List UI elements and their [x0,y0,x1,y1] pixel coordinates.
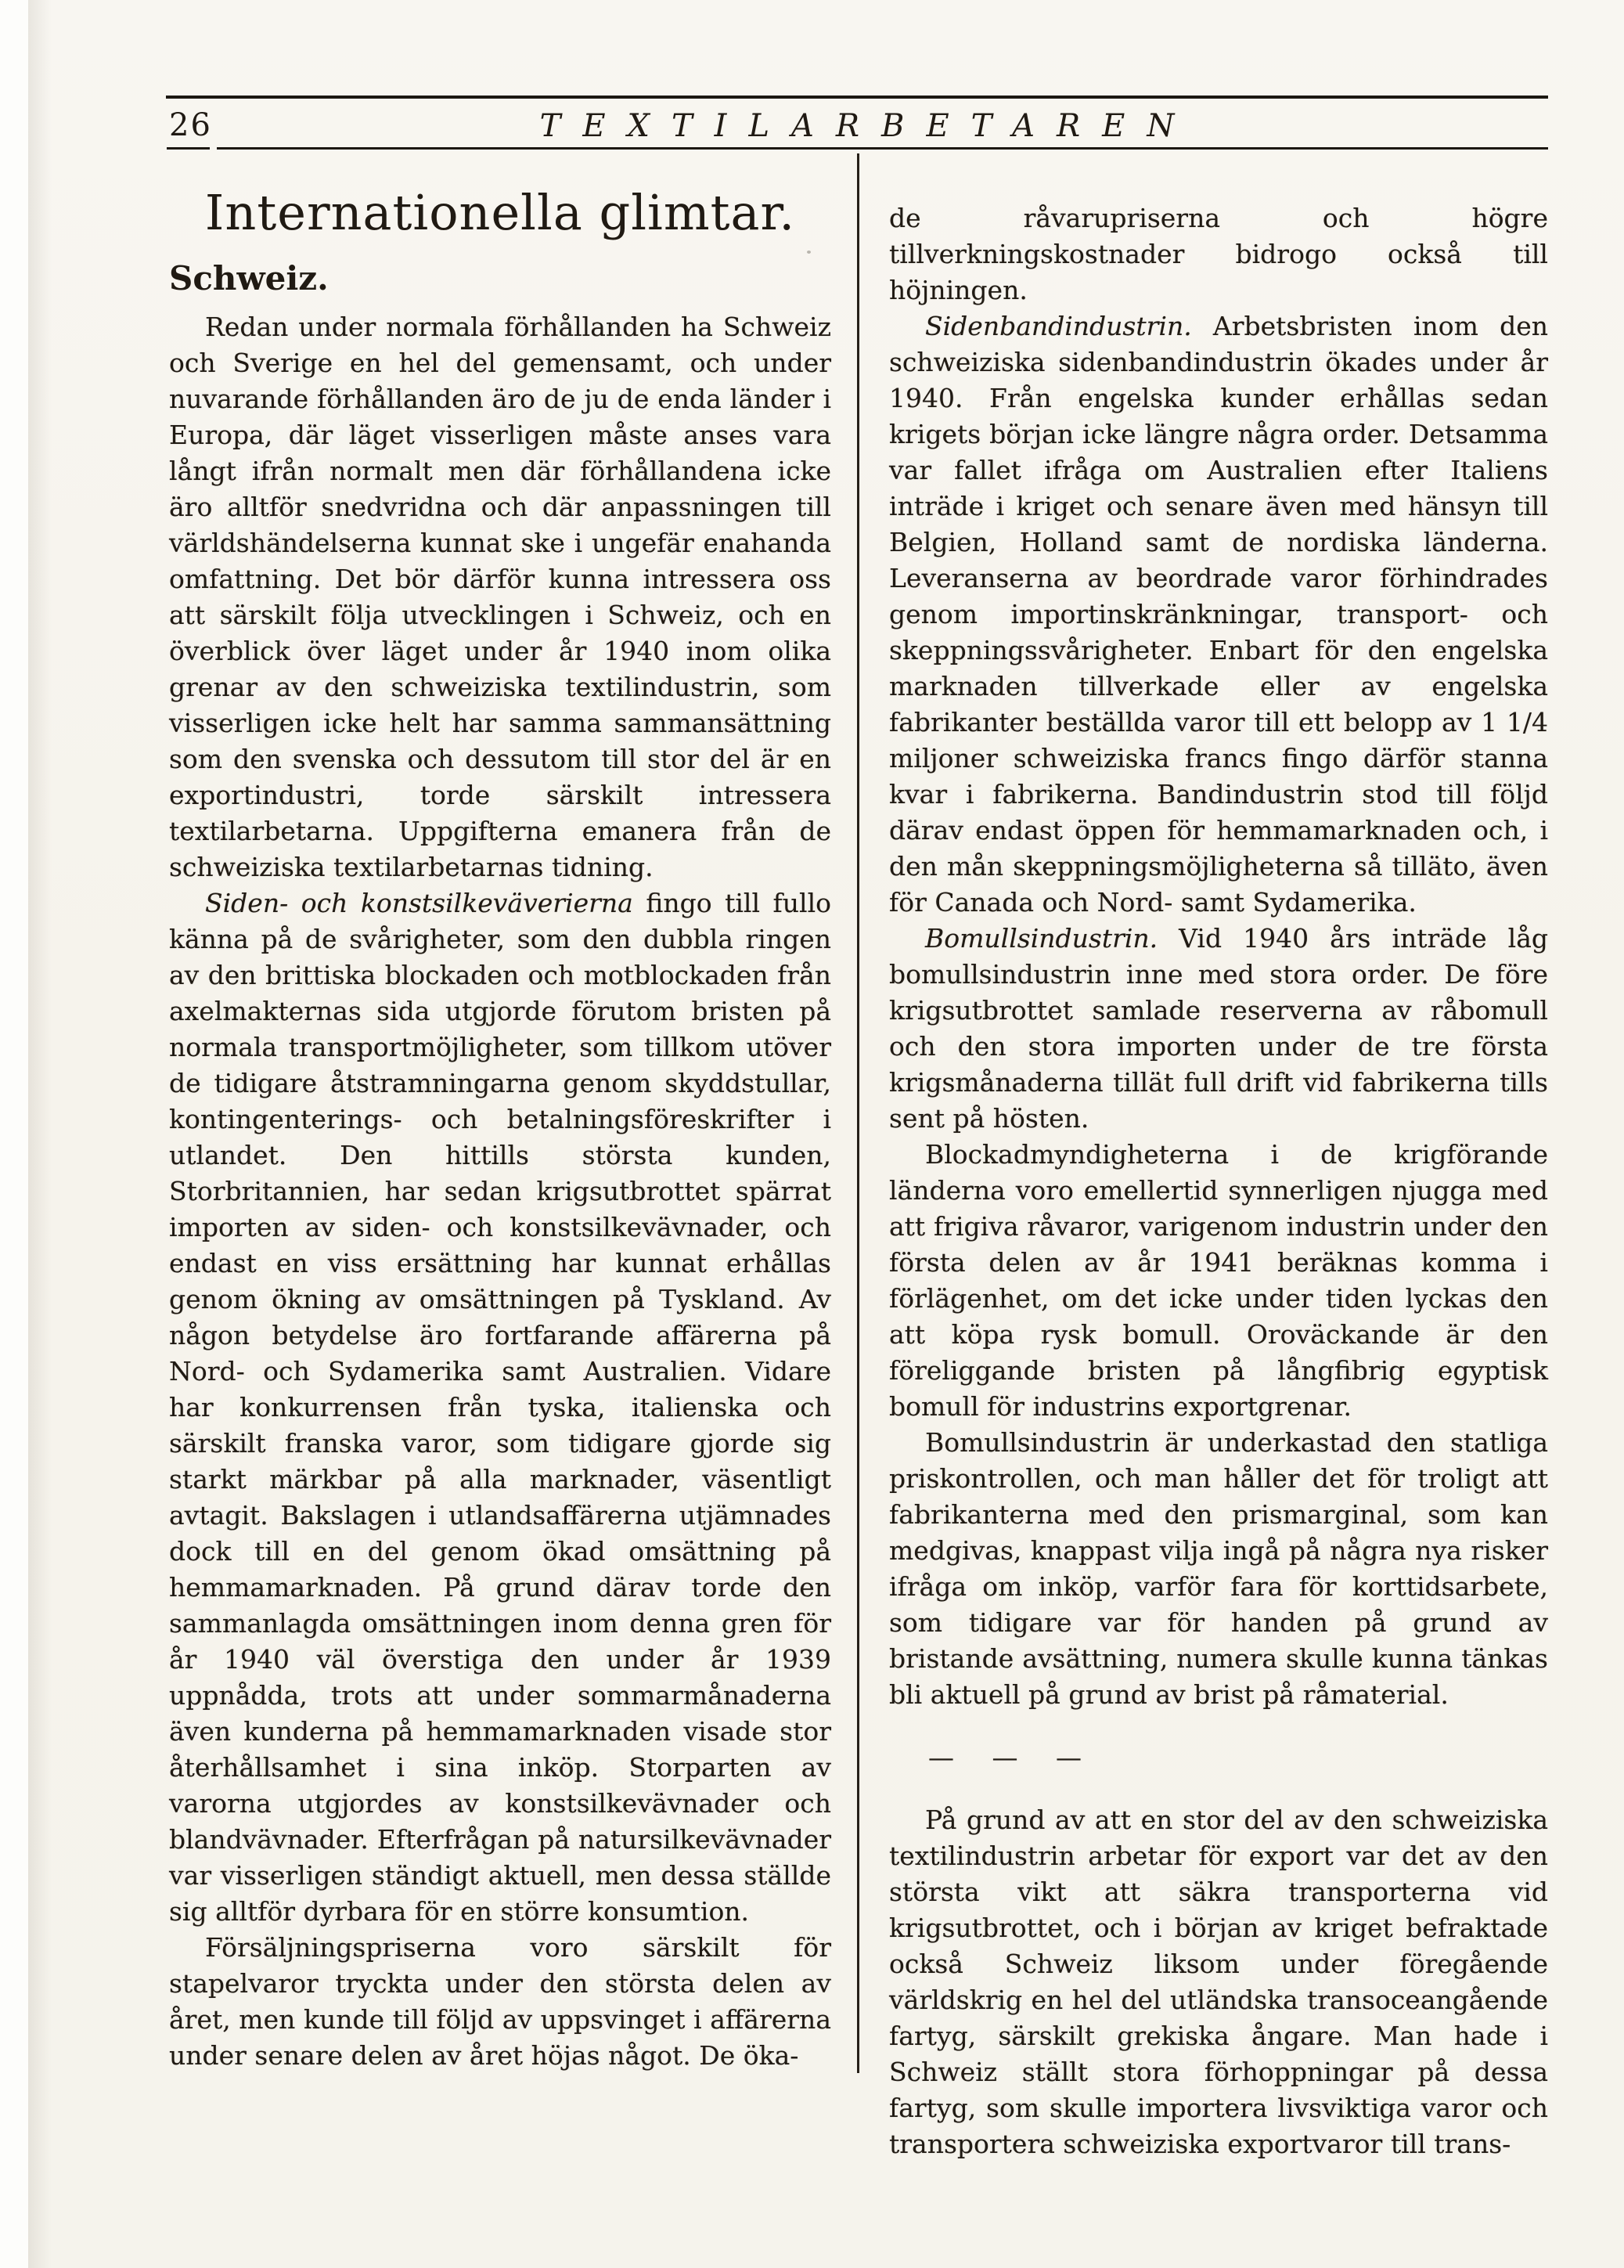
paragraph-lead-italic: Bomullsindustrin. [925,923,1158,954]
paragraph-text: På grund av att en stor del av den schweiziska textilindustrin arbetar för export var det av den största vikt att säkra transporterna vid krigsutbrottet, och i början av kriget befraktade också Schweiz liksom under föregående världskrig en hel del utländska transoceangående fartyg, särskilt grekiska ångare. Man hade i Schweiz ställt stora förhoppningar på dessa fartyg, som skulle importera livsviktiga varor och transportera schweiziska exportvaror till trans- [889,1805,1548,2159]
paragraph-text: Redan under normala förhållanden ha Schweiz och Sverige en hel del gemensamt, och under nuvarande förhållanden äro de ju de enda länder i Europa, där läget visserligen måste anses vara långt ifrån normalt men där förhållandena icke äro alltför snedvridna och där anpassningen till världshändelserna kunnat ske i ungefär enahanda omfattning. Det bör därför kunna intressera oss att särskilt följa utvecklingen i Schweiz, och en överblick över läget under år 1940 inom olika grenar av den schweiziska textilindustrin, som visserligen icke helt har samma sammansättning som den svenska och dessutom till stor del är en exportindustri, torde särskilt intressera textilarbetarna. Uppgifterna emanera från de schweiziska textilarbetarnas tidning. [169,312,831,883]
paragraph-text: fingo till fullo känna på de svårigheter, som den dubbla ringen av den brittiska blockaden och motblockaden från axelmakternas sida utgjorde förutom bristen på normala transportmöjligheter, som tillkom utöver de tidigare åtstramningarna genom skyddstullar, kontingenterings- och betalningsföreskrifter i utlandet. Den hittills största kunden, Storbritannien, har sedan krigsutbrottet spärrat importen av siden- och konstsilkevävnader, och endast en viss ersättning har kunnat erhållas genom ökning av omsättningen på Tyskland. Av någon betydelse äro fortfarande affärerna på Nord- och Sydamerika samt Australien. Vidare har konkurrensen från tyska, italienska och särskilt franska varor, som tidigare gjorde sig starkt märkbar på alla marknader, väsentligt avtagit. Bakslagen i utlandsaffärerna utjämnades dock till en del genom ökad omsättning på hemmamarknaden. På grund därav torde den sammanlagda omsättningen inom denna gren för år 1940 väl överstiga den under år 1939 uppnådda, trots att under sommarmånaderna även kunderna på hemmamarknaden visade stor återhållsamhet i sina inköp. Storparten av varorna utgjordes av konstsilkevävnader och blandvävnader. Efterfrågan på natursilkevävnader var visserligen ständigt aktuell, men dessa ställde sig alltför dyrbara för en större konsumtion. [169,888,831,1927]
paragraph [889,200,1548,308]
section-separator-dashes [889,1740,1548,1776]
paragraph-text: Försäljningspriserna voro särskilt för stapelvaror tryckta under den största delen av året, men kunde till följd av uppsvinget i affärerna under senare delen av året höjas något. De öka- [169,1932,831,2071]
paragraph-lead-italic: Siden- och konstsilkeväverierna [205,888,633,919]
paragraph [889,921,1548,1137]
paragraph [169,885,831,1930]
right-column [889,200,1548,2162]
print-speck [807,251,811,254]
paragraph [889,1425,1548,1713]
paragraph-text: Bomullsindustrin är underkastad den statliga priskontrollen, och man håller det för troligt att fabrikanterna med den prismarginal, som kan medgivas, knappast vilja ingå på några nya risker ifråga om inköp, varför fara för korttidsarbete, som tidigare var för handen på grund av bristande avsättning, numera skulle kunna tänkas bli aktuell på grund av brist på råmaterial. [889,1427,1548,1710]
article-title: Internationella glimtar. [204,184,796,241]
paragraph-text: Blockadmyndigheterna i de krigförande länderna voro emellertid synnerligen njugga med att frigiva råvaror, varigenom industrin under den första delen av år 1941 beräknas komma i förlägenhet, om det icke under tiden lyckas den att köpa rysk bomull. Oroväckande är den föreliggande bristen på långfibrig egyptisk bomull för industrins exportgrenar. [889,1139,1548,1422]
page-number: 26 [169,107,212,143]
scan-paper-edge [0,0,28,2268]
header-rule-bottom [217,147,1548,150]
journal-title: TEXTILARBETAREN [539,108,1197,144]
paragraph [169,309,831,885]
right-column-text [889,200,1548,2162]
section-heading-schweiz: Schweiz. [169,259,329,298]
paragraph-text: Arbetsbristen inom den schweiziska sidenbandindustrin ökades under år 1940. Från engelska kunder erhållas sedan krigets början icke längre några order. Detsamma var fallet ifråga om Australien efter Italiens inträde i kriget och senare även med hänsyn till Belgien, Holland samt de nordiska länderna. Leveranserna av beordrade varor förhindrades genom importinskränkningar, transport- och skeppningssvårigheter. Enbart för den engelska marknaden tillverkade eller av engelska fabrikanter beställda varor till ett belopp av 1 1/4 miljoner schweiziska francs fingo därför stanna kvar i fabrikerna. Bandindustrin stod till följd därav endast öppen för hemmamarknaden och, i den mån skeppningsmöjligheterna så tilläto, även för Canada och Nord- samt Sydamerika. [889,311,1548,918]
header-rule-bottom-left-segment [167,147,210,150]
paragraph [169,1930,831,2074]
paragraph [889,1137,1548,1425]
left-column [169,185,831,2074]
scan-edge-shadow [28,0,52,2268]
paragraph [889,1802,1548,2162]
paragraph-text: — — — [928,1742,1083,1772]
paragraph-text: Vid 1940 års inträde låg bomullsindustrin inne med stora order. De före krigsutbrottet samlade reserverna av råbomull och den stora importen under de tre första krigsmånaderna tillät full drift vid fabrikerna tills sent på hösten. [889,923,1548,1134]
left-column-text [169,309,831,2074]
paragraph-lead-italic: Sidenbandindustrin. [925,311,1192,341]
column-divider-rule [857,153,859,2073]
header-rule-top [166,96,1548,99]
paragraph [889,308,1548,921]
paragraph-text: de råvarupriserna och högre tillverkningskostnader bidrogo också till höjningen. [889,203,1548,305]
